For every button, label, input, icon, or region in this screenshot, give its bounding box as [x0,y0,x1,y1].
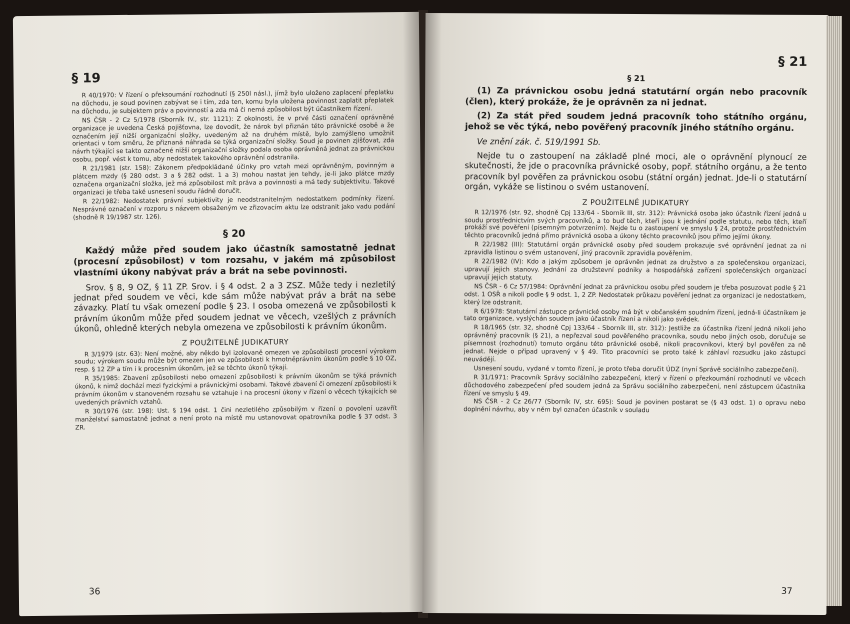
running-head: § 21 [778,54,808,70]
page-number-left: 36 [88,587,101,598]
page-number-right: 37 [781,586,793,597]
left-page [13,12,425,616]
s19-paragraph: R 40/1970: V řízení o překsoumání rozhodnutí (§ 250l násl.), jímž bylo uloženo zaplacení přeplatku na důchodu, je soud povinen zabývat se i tím, zda ten, komu byla uložena povinnost zaplatit přeplatek na důchodu, je subjektem práv a povinností a zda má či nemá způsobilost být účastníkem řízení. [71,89,394,116]
s21-paragraph: Usnesení soudu, vydané v tomto řízení, je proto třeba doručit ÚDZ (nyní Správě sociálního zabezpečení). [473,365,799,374]
s20-paragraph: R 3/1979 (str. 63): Není možné, aby někdo byl izolovaně omezen ve způsobilosti procesní výrokem soudu; výrokem soudu může být omezen jen ve způsobilosti k hmotněprávním úkonům podle § 10 OZ, resp. § 12 ZP a tím i k procesním úkonům, jež se těchto úkonů týkají. [74,347,397,374]
s21-bold-paragraph: (2) Za stát před soudem jedná pracovník toho státního orgánu, jehož se věc týká, nebo pověřený pracovník jiného státního orgánu. [464,111,808,134]
s20-body-text: Srov. § 8, 9 OZ, § 11 ZP. Srov. i § 4 odst. 2 a 3 ZSZ. Může tedy i nezletilý jednat před soudem ve věci, kde sám může nabývat práv a brát na sebe závazky. Platí tu však omezení podle § 23. I osoba omezená ve způsobilosti k právním úkonům může před soudem jednat ve věcech, vzešlých z právních úkonů, ohledně kterých nebyla omezena ve způsobilosti k právním úkonům. [73,278,397,334]
s21-paragraph: R 31/1971: Pracovník Správy sociálního zabezpečení, který v řízení o přezkoumání rozhodnutí ve věcech důchodového zabezpečení před soudem jedná za Správu sociálního zabezpečení, není zástupcem účastníka řízení ve smyslu § 49. [463,373,806,398]
right-page [422,13,829,615]
s20-paragraph: R 30/1976 (str. 198): Ust. § 194 odst. 1 čini nezletilého způsobilým v řízení o povolení uzavřít manželství samostatně jednat a není proto na místě mu ustanovovat opatrovníka podle § 37 odst. 3 ZR. [75,405,398,432]
s21-body-text: Nejde tu o zastoupení na základě plné moci, ale o oprávnění plynoucí ze skutečnosti, že jde o pracovníka právnické osoby, popř. státního orgánu, a že tento pracovník byl pověřen za právnickou osobu (státní orgán) jednat. Jde-li o statutární orgán, vykáže se listinou o svém ustanovení. [464,150,807,193]
s21-paragraph: R 22/1982 (IV): Kdo a jakým způsobem je oprávněn jednat za družstvo a za společenskou organizaci, upravují jejich stanovy. Jednání za družstevní podniky a hospodářská zařízení společenských organizací upravují jejich statuty. [464,258,807,282]
section-19-heading: § 19 [71,71,101,87]
s19-paragraph: NS ČSR - 2 Cz 5/1978 (Sborník IV., str. 1121): Z okolnosti, že v prvé části označení oprávněné organizace je uvedena Česká pojišťovna, lze dovodit, že nárok byl přiznán této právnické osobě a že označením její nižší organizační složky, uvedeným až na druhém místě, bylo zamýšleno umožnit orientaci v tom směru, že přiznaná náhrada se týká organizační složky. Soud je povinen zjišťovat, zda návrh týkající se takto označené nižší organizační složky podala osoba oprávněná jednat za právnickou osobu, popř. vést k tomu, aby nedostatek takového oprávnění odstranila. [72,113,395,164]
s20-paragraph: R 35/1985: Zbavení způsobilosti nebo omezení způsobilosti k právním úkonům se týká právních úkonů, k nimž dochází mezi fyzickými a právnickými osobami. Takové zbavení či omezení způsobilosti k právním úkonům v stanoveném rozsahu se vztahuje i na procesní úkony v řízení o věcech týkajících se uvedených právních vztahů. [74,372,397,407]
section-20-heading: § 20 [222,228,246,240]
section-21-heading: § 21 [627,74,646,84]
s21-paragraph: R 18/1965 (str. 32, shodně Cpj 133/64 - Sborník III, str. 312): Jestliže za účastníka řízení jedná nikoli jeho oprávněný pracovník (§ 21), a nepřezval soud pověřeného pracovníka, soudu nebo jiných osob, doručuje se písemnost (rozhodnutí) tomuto orgánu této právnické osobě, nikoli pracovníkovi, který byl pověřen za ně jednat. Nejde o případ upravený v § 49. Tito pracovníci se proto také k záhlaví rozsudku jako zástupci neuvádějí. [463,324,806,364]
s21-subheading: Z POUŽITELNÉ JUDIKATURY [582,197,689,207]
s21-paragraph: NS ČSR - 6 Cz 57/1984: Oprávnění jednat za právnickou osobu před soudem je třeba posuzovat podle § 21 odst. 1 OSŘ a nikoli podle § 9 odst. 1, 2 ZP. Nedostatek průkazu pověření jednat za organizaci je nedostatkem, který lze odstranit. [464,282,807,307]
s21-paragraph: R 6/1978: Statutární zástupce právnické osoby má být v občanském soudním řízení, jedná-li účastníkem je tato organizace, vyslýchán soudem jako účastník řízení a nikoli jako svědek. [463,307,807,324]
s21-paragraph: R 22/1982 (III): Statutární orgán právnické osoby před soudem prokazuje své oprávnění jednat za ni zpravidla listinou o svém ustanovení, jiný pracovník zpravidla pověřením. [464,241,807,258]
s21-amendment: Ve znění zák. č. 519/1991 Sb. [476,136,601,147]
s20-bold-text: Každý může před soudem jako účastník samostatně jednat (procesní způsobilost) v tom rozsahu, v jakém má způsobilost vlastními úkony nabývat práv a brát na sebe povinnosti. [73,242,396,279]
s21-bold-paragraph: (1) Za právnickou osobu jedná statutární orgán nebo pracovník (člen), který prokáže, že je oprávněn za ni jednat. [465,86,808,109]
s19-paragraph: R 22/1982: Nedostatek právní subjektivity je neodstranitelným nedostatkem podmínky řízení. Nesprávné označení v rozporu s názvem obsaženým ve zřizovacím aktu lze odstranit jako vadu podání (shodně R 19/1987 str. 126). [72,194,395,222]
s19-paragraph: R 21/1981 (str. 158): Zákonem předpokládané účinky pro vztah mezi oprávněným, povinným a plátcem mzdy (§ 280 odst. 3 a § 282 odst. 1 a 3) mohou nastat jen tehdy, je-li jako plátce mzdy označena organizační složka, jež má způsobilost mít práva a povinnosti a má tedy subjektivitu. Takové organizaci je třeba také usnesení soudu řádně doručit. [72,162,395,197]
page-stack-edge [826,16,842,606]
s21-paragraph: R 12/1976 (str. 92, shodně Cpj 133/64 - Sborník III, str. 312): Právnická osoba jako účastník řízení jedná u soudu prostřednictvím svých pracovníků, a to buď těch, kteří jsou k jednání podle statutu, nebo těch, kteří prokáží své pověření (písemným potvrzením). Nejde tu o zastoupení ve smyslu § 24, protože prostřednictvím těchto pracovníků jedná přímo právnická osoba a úkony těchto pracovníků jsou přímo jejími úkony. [464,208,807,242]
s21-paragraph: NS ČSR - 2 Cz 26/77 (Sborník IV, str. 695): Soud je povinen postarat se (§ 43 odst. 1) o opravu nebo doplnění návrhu, aby v něm byl označen účastník v souladu [463,398,806,415]
s20-subheading: Z POUŽITELNÉ JUDIKATURY [181,336,289,347]
